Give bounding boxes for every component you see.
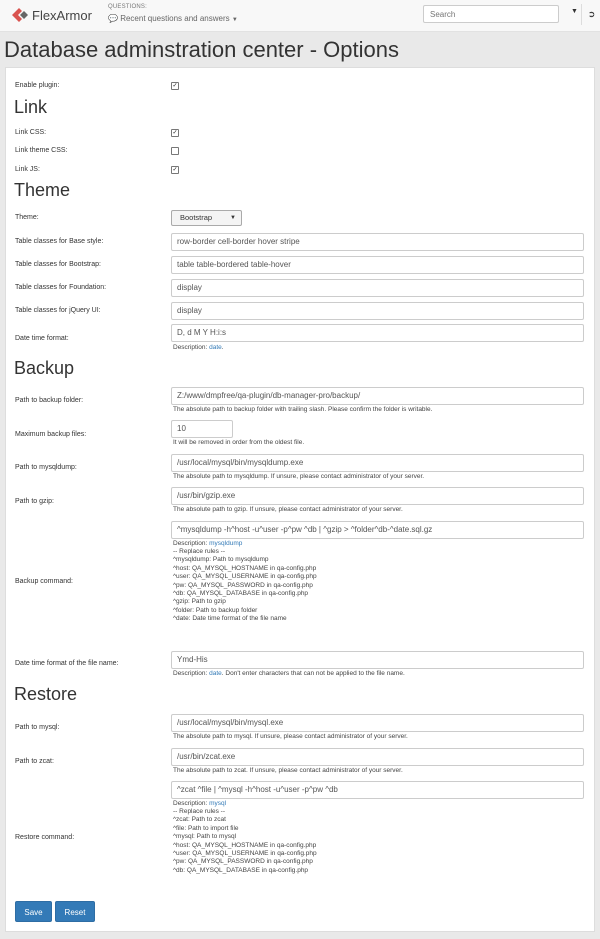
mysql-path-input[interactable]: /usr/local/mysql/bin/mysql.exe <box>171 714 584 732</box>
date-doc-link[interactable]: date <box>209 344 222 351</box>
backup-command-description <box>173 540 242 547</box>
gzip-path-label: Path to gzip: <box>15 498 54 505</box>
sign-out-icon[interactable]: ➲ <box>581 4 600 25</box>
description-suffix: . Don't enter characters that can not be applied to the file name. <box>221 670 405 677</box>
restore-command-description <box>173 800 226 807</box>
mysql-doc-link[interactable]: mysql <box>209 800 227 807</box>
datetime-format-description <box>173 344 224 351</box>
link-css-label: Link CSS: <box>15 129 47 136</box>
recent-questions-link[interactable] <box>108 14 238 23</box>
link-theme-css-checkbox[interactable] <box>171 147 179 155</box>
rule-line: -- Replace rules -- <box>173 548 226 555</box>
theme-select[interactable] <box>171 210 242 226</box>
base-classes-label: Table classes for Base style: <box>15 238 104 245</box>
site-name[interactable]: FlexArmor <box>32 8 92 23</box>
rule-line: ^host: QA_MYSQL_HOSTNAME in qa-config.php <box>173 564 317 572</box>
foundation-classes-input[interactable]: display <box>171 279 584 297</box>
enable-plugin-checkbox[interactable]: ✓ <box>172 83 178 89</box>
restore-command-label: Restore command: <box>15 834 75 841</box>
zcat-path-description: The absolute path to zcat. If unsure, please contact administrator of your server. <box>173 767 403 774</box>
mysqldump-path-input[interactable]: /usr/local/mysql/bin/mysqldump.exe <box>171 454 584 472</box>
filename-datetime-input[interactable]: Ymd-His <box>171 651 584 669</box>
gzip-path-description: The absolute path to gzip. If unsure, please contact administrator of your server. <box>173 506 403 513</box>
date-doc-link[interactable]: date <box>209 670 222 677</box>
enable-plugin-label: Enable plugin: <box>15 82 60 89</box>
recent-questions-label: Recent questions and answers <box>120 14 230 23</box>
datetime-format-label: Date time format: <box>15 335 69 342</box>
description-prefix: Description: <box>173 540 210 547</box>
top-navbar <box>0 0 600 32</box>
comments-icon: 💬 <box>108 14 118 23</box>
rule-line: ^user: QA_MYSQL_USERNAME in qa-config.php <box>173 573 317 581</box>
backup-command-label: Backup command: <box>15 578 73 585</box>
questions-nav-label: QUESTIONS: <box>108 4 148 10</box>
jqueryui-classes-input[interactable]: display <box>171 302 584 320</box>
mysqldump-path-description: The absolute path to mysqldump. If unsure, please contact administrator of your server. <box>173 473 425 480</box>
filename-datetime-label: Date time format of the file name: <box>15 660 119 667</box>
datetime-format-input[interactable]: D, d M Y H:i:s <box>171 324 584 342</box>
jqueryui-classes-label: Table classes for jQuery UI: <box>15 307 101 314</box>
rule-line: ^file: Path to import file <box>173 824 239 832</box>
rule-line: ^user: QA_MYSQL_USERNAME in qa-config.php <box>173 850 317 858</box>
section-theme-heading: Theme <box>14 180 71 200</box>
rule-line: ^date: Date time format of the file name <box>173 615 287 623</box>
rule-line: ^pw: QA_MYSQL_PASSWORD in qa-config.php <box>173 581 313 589</box>
description-prefix: Description: <box>173 670 210 677</box>
rule-line: ^folder: Path to backup folder <box>173 606 258 614</box>
backup-folder-description: The absolute path to backup folder with trailing slash. Please confirm the folder is writable. <box>173 406 433 413</box>
mysql-path-description: The absolute path to mysql. If unsure, please contact administrator of your server. <box>173 733 408 740</box>
description-suffix: . <box>221 344 224 351</box>
rule-line: ^db: QA_MYSQL_DATABASE in qa-config.php <box>173 866 309 874</box>
zcat-path-input[interactable]: /usr/bin/zcat.exe <box>171 748 584 766</box>
chevron-down-icon: ▼ <box>231 17 238 23</box>
caret-down-icon[interactable]: ▼ <box>571 8 578 15</box>
restore-command-input[interactable]: ^zcat ^file | ^mysql -h^host -u^user -p^pw ^db <box>171 781 584 799</box>
bootstrap-classes-label: Table classes for Bootstrap: <box>15 261 101 268</box>
mysql-path-label: Path to mysql: <box>15 724 60 731</box>
rule-line: ^gzip: Path to gzip <box>173 598 226 606</box>
link-css-checkbox[interactable]: ✓ <box>172 130 178 136</box>
link-theme-css-label: Link theme CSS: <box>15 147 68 154</box>
backup-folder-input[interactable]: Z:/www/dmpfree/qa-plugin/db-manager-pro/backup/ <box>171 387 584 405</box>
description-prefix: Description: <box>173 344 210 351</box>
section-backup-heading: Backup <box>14 358 75 378</box>
rule-line: ^mysqldump: Path to mysqldump <box>173 556 269 564</box>
flexarmor-logo-icon[interactable] <box>10 7 30 23</box>
save-button[interactable]: Save <box>15 901 52 922</box>
section-link-heading: Link <box>14 97 48 117</box>
search-input[interactable] <box>423 5 559 23</box>
rule-line: ^mysql: Path to mysql <box>173 833 237 841</box>
backup-folder-label: Path to backup folder: <box>15 397 84 404</box>
rule-line: -- Replace rules -- <box>173 808 226 815</box>
filename-datetime-description <box>173 670 405 677</box>
max-backup-description: It will be removed in order from the oldest file. <box>173 439 305 446</box>
reset-button[interactable]: Reset <box>55 901 95 922</box>
link-js-label: Link JS: <box>15 166 40 173</box>
description-prefix: Description: <box>173 800 210 807</box>
foundation-classes-label: Table classes for Foundation: <box>15 284 107 291</box>
backup-command-input[interactable]: ^mysqldump -h^host -u^user -p^pw ^db | ^gzip > ^folder^db-^date.sql.gz <box>171 521 584 539</box>
section-restore-heading: Restore <box>14 684 78 704</box>
max-backup-input[interactable]: 10 <box>171 420 233 438</box>
bootstrap-classes-input[interactable]: table table-bordered table-hover <box>171 256 584 274</box>
backup-replace-rules <box>173 548 317 624</box>
chevron-down-icon: ▼ <box>230 215 236 221</box>
page-title: Database adminstration center - Options <box>4 37 399 62</box>
rule-line: ^pw: QA_MYSQL_PASSWORD in qa-config.php <box>173 858 313 866</box>
max-backup-label: Maximum backup files: <box>15 431 87 438</box>
zcat-path-label: Path to zcat: <box>15 758 54 765</box>
rule-line: ^host: QA_MYSQL_HOSTNAME in qa-config.php <box>173 841 317 849</box>
theme-select-value: Bootstrap <box>180 213 213 222</box>
rule-line: ^db: QA_MYSQL_DATABASE in qa-config.php <box>173 590 309 598</box>
mysqldump-doc-link[interactable]: mysqldump <box>209 540 243 547</box>
restore-replace-rules <box>173 808 317 875</box>
gzip-path-input[interactable]: /usr/bin/gzip.exe <box>171 487 584 505</box>
link-js-checkbox[interactable]: ✓ <box>172 167 178 173</box>
theme-label: Theme: <box>15 214 39 221</box>
base-classes-input[interactable]: row-border cell-border hover stripe <box>171 233 584 251</box>
rule-line: ^zcat: Path to zcat <box>173 816 226 824</box>
mysqldump-path-label: Path to mysqldump: <box>15 464 77 471</box>
